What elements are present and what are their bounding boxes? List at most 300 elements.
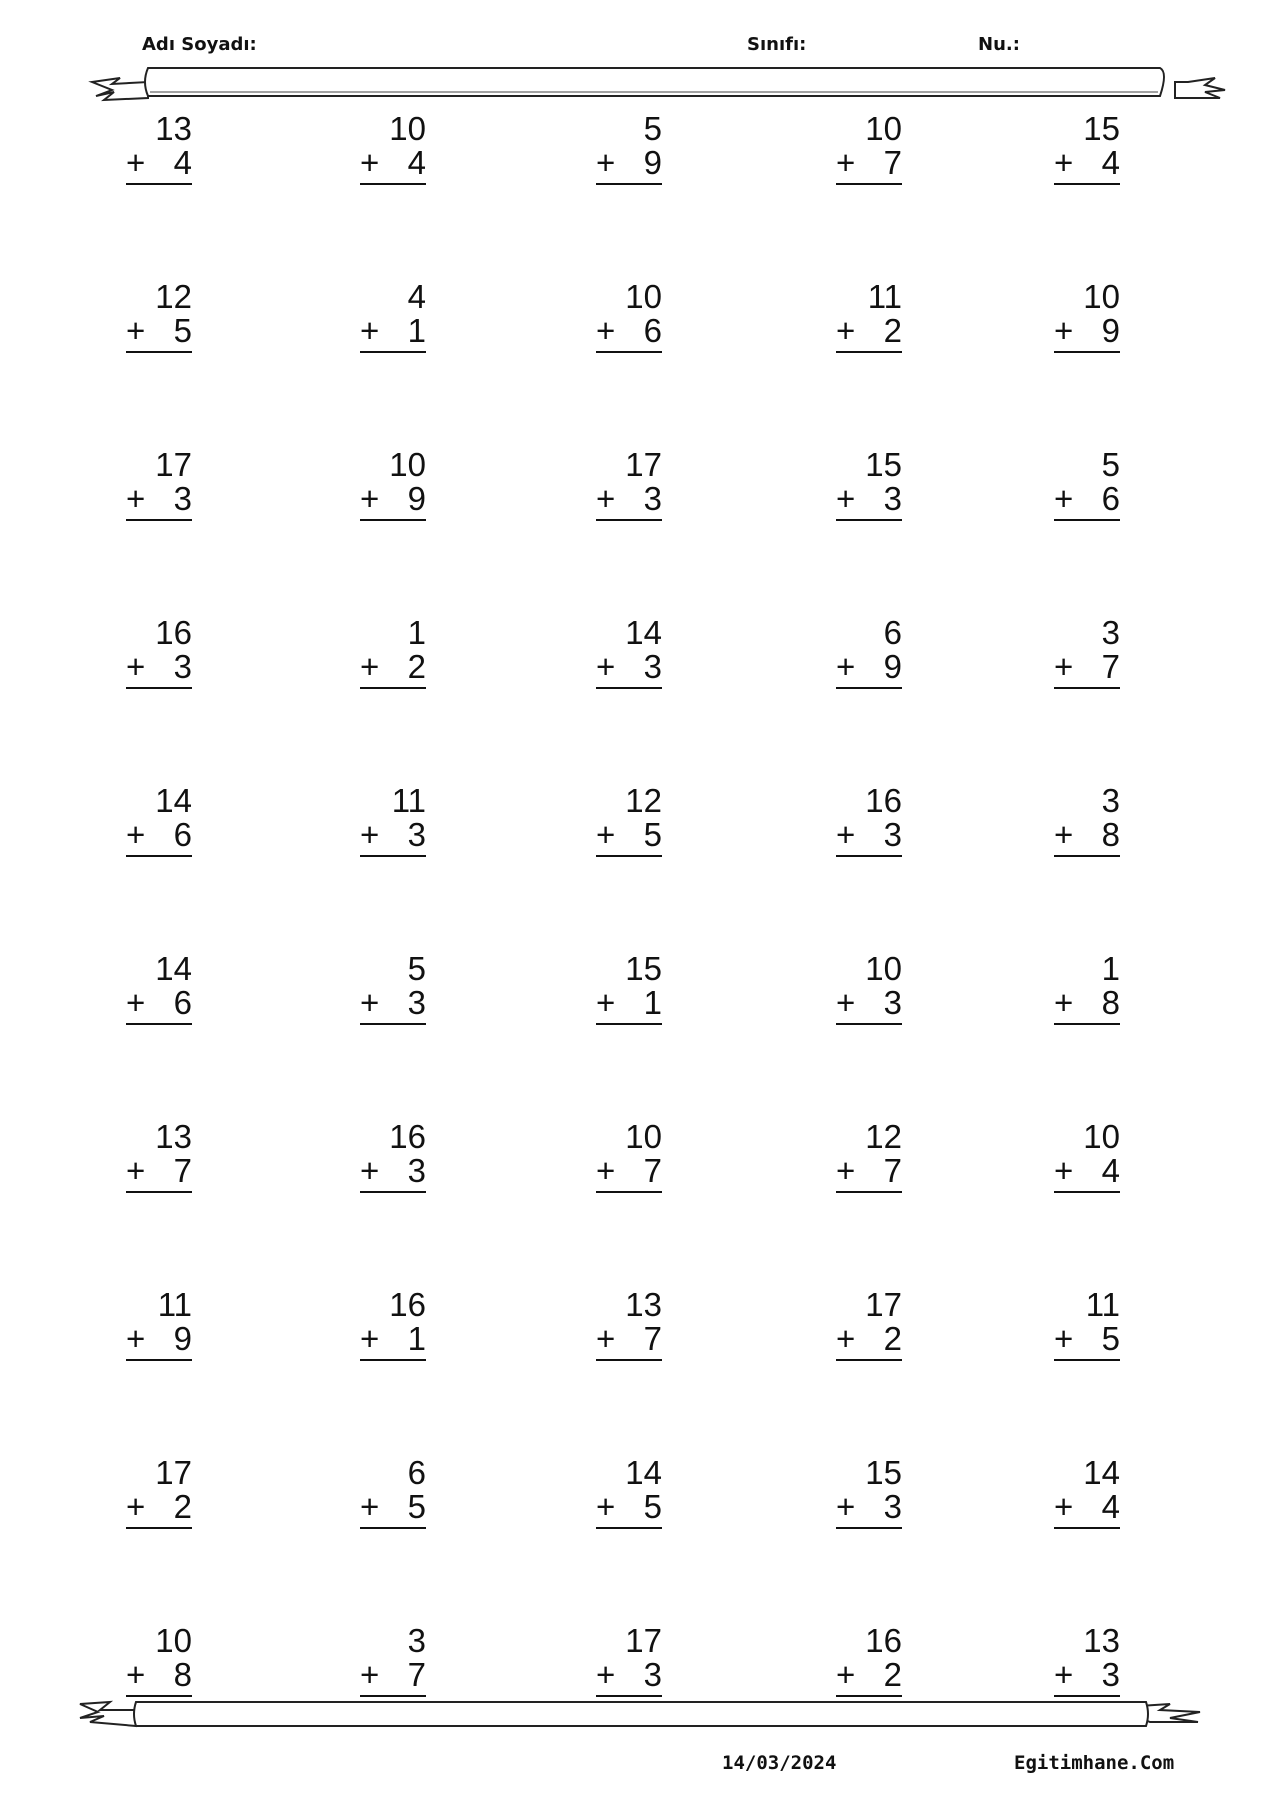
addend-bottom-row <box>812 650 902 684</box>
addend-top: 16 <box>865 1622 902 1659</box>
addend-bottom: 4 <box>1101 144 1120 181</box>
addition-problem <box>336 1456 426 1529</box>
addend-bottom: 3 <box>173 648 192 685</box>
addend-bottom: 9 <box>643 144 662 181</box>
addend-bottom: 7 <box>883 1152 902 1189</box>
addend-top: 10 <box>1083 278 1120 315</box>
addend-bottom: 9 <box>173 1320 192 1357</box>
addend-bottom: 7 <box>1101 648 1120 685</box>
addend-bottom-row <box>572 482 662 516</box>
plus-sign: + <box>1054 480 1074 517</box>
addend-bottom-row <box>1030 314 1120 348</box>
plus-sign: + <box>836 1152 856 1189</box>
plus-sign: + <box>836 648 856 685</box>
plus-sign: + <box>360 816 380 853</box>
addend-top: 15 <box>1083 110 1120 147</box>
addend-bottom-row <box>572 314 662 348</box>
addend-bottom-row <box>1030 1322 1120 1356</box>
addend-bottom-row <box>102 1658 192 1692</box>
addend-bottom: 3 <box>407 1152 426 1189</box>
addend-bottom-row <box>102 650 192 684</box>
plus-sign: + <box>596 1488 616 1525</box>
answer-line <box>360 183 426 185</box>
plus-sign: + <box>126 648 146 685</box>
number-label: Nu.: <box>978 34 1020 55</box>
plus-sign: + <box>1054 1488 1074 1525</box>
answer-line <box>836 519 902 521</box>
addition-problem <box>336 448 426 521</box>
addend-bottom-row <box>572 818 662 852</box>
addend-bottom-row <box>812 1322 902 1356</box>
addend-top: 16 <box>389 1286 426 1323</box>
addition-problem <box>1030 1288 1120 1361</box>
answer-line <box>360 1191 426 1193</box>
addend-bottom: 3 <box>883 480 902 517</box>
addend-top: 1 <box>1101 950 1120 987</box>
addition-problem <box>336 1624 426 1697</box>
plus-sign: + <box>596 144 616 181</box>
plus-sign: + <box>596 1656 616 1693</box>
addend-bottom-row <box>812 1154 902 1188</box>
answer-line <box>126 1023 192 1025</box>
addend-bottom: 9 <box>883 648 902 685</box>
addition-problem <box>812 112 902 185</box>
addend-bottom: 1 <box>407 1320 426 1357</box>
answer-line <box>126 687 192 689</box>
addend-bottom-row <box>812 1490 902 1524</box>
answer-line <box>596 1527 662 1529</box>
answer-line <box>1054 1527 1120 1529</box>
addend-top: 11 <box>157 1286 192 1323</box>
plus-sign: + <box>836 1488 856 1525</box>
plus-sign: + <box>360 984 380 1021</box>
addition-problem <box>812 1624 902 1697</box>
addend-bottom: 7 <box>643 1320 662 1357</box>
addend-bottom: 5 <box>643 1488 662 1525</box>
addend-top: 3 <box>1101 782 1120 819</box>
addend-top: 13 <box>155 110 192 147</box>
addend-bottom: 9 <box>407 480 426 517</box>
answer-line <box>360 855 426 857</box>
answer-line <box>836 351 902 353</box>
addend-bottom: 3 <box>1101 1656 1120 1693</box>
addition-problem <box>1030 280 1120 353</box>
addend-bottom: 2 <box>883 312 902 349</box>
plus-sign: + <box>126 1656 146 1693</box>
plus-sign: + <box>596 648 616 685</box>
plus-sign: + <box>126 1488 146 1525</box>
addition-problem <box>102 784 192 857</box>
addend-top: 13 <box>155 1118 192 1155</box>
addend-bottom: 7 <box>643 1152 662 1189</box>
addition-problem <box>812 280 902 353</box>
addition-problem <box>572 952 662 1025</box>
addend-bottom: 2 <box>883 1320 902 1357</box>
answer-line <box>360 519 426 521</box>
name-label: Adı Soyadı: <box>142 34 257 55</box>
addition-problem <box>572 1120 662 1193</box>
addend-bottom-row <box>572 1658 662 1692</box>
answer-line <box>596 183 662 185</box>
answer-line <box>360 351 426 353</box>
addend-bottom: 3 <box>883 984 902 1021</box>
addend-bottom: 2 <box>173 1488 192 1525</box>
addend-bottom: 4 <box>407 144 426 181</box>
footer-site: Egitimhane.Com <box>1014 1752 1175 1774</box>
addend-bottom: 6 <box>173 816 192 853</box>
plus-sign: + <box>360 312 380 349</box>
addend-top: 14 <box>155 782 192 819</box>
answer-line <box>836 1191 902 1193</box>
answer-line <box>126 183 192 185</box>
addend-bottom: 9 <box>1101 312 1120 349</box>
addend-bottom-row <box>336 818 426 852</box>
addend-bottom-row <box>1030 482 1120 516</box>
answer-line <box>836 855 902 857</box>
addend-bottom: 6 <box>1101 480 1120 517</box>
addition-problem <box>102 448 192 521</box>
addition-problem <box>102 616 192 689</box>
addition-problem <box>1030 784 1120 857</box>
addend-bottom-row <box>102 1490 192 1524</box>
addend-bottom: 7 <box>883 144 902 181</box>
addend-bottom: 8 <box>173 1656 192 1693</box>
addition-problem <box>1030 448 1120 521</box>
answer-line <box>596 519 662 521</box>
addition-problem <box>572 448 662 521</box>
answer-line <box>360 1023 426 1025</box>
addend-top: 12 <box>625 782 662 819</box>
answer-line <box>836 1527 902 1529</box>
addend-bottom-row <box>102 146 192 180</box>
addend-bottom: 2 <box>407 648 426 685</box>
bottom-ribbon-banner <box>0 1692 1280 1742</box>
addend-bottom: 4 <box>1101 1152 1120 1189</box>
addition-problem <box>572 112 662 185</box>
plus-sign: + <box>360 1488 380 1525</box>
addition-problem <box>1030 952 1120 1025</box>
addend-bottom-row <box>1030 1154 1120 1188</box>
addend-top: 13 <box>1083 1622 1120 1659</box>
plus-sign: + <box>1054 144 1074 181</box>
addend-bottom-row <box>812 986 902 1020</box>
plus-sign: + <box>126 1320 146 1357</box>
addend-bottom-row <box>1030 146 1120 180</box>
addend-bottom: 8 <box>1101 984 1120 1021</box>
addend-top: 17 <box>155 446 192 483</box>
addend-bottom-row <box>572 986 662 1020</box>
addend-bottom: 3 <box>643 648 662 685</box>
addend-top: 16 <box>865 782 902 819</box>
answer-line <box>836 687 902 689</box>
answer-line <box>596 1359 662 1361</box>
plus-sign: + <box>836 312 856 349</box>
addend-bottom: 3 <box>643 480 662 517</box>
addend-bottom: 4 <box>173 144 192 181</box>
plus-sign: + <box>1054 1320 1074 1357</box>
addend-bottom-row <box>812 146 902 180</box>
plus-sign: + <box>360 1656 380 1693</box>
addend-bottom-row <box>336 314 426 348</box>
addend-top: 11 <box>1085 1286 1120 1323</box>
addition-problem <box>102 952 192 1025</box>
addition-problem <box>336 1288 426 1361</box>
answer-line <box>836 183 902 185</box>
answer-line <box>836 1023 902 1025</box>
addend-bottom-row <box>572 146 662 180</box>
addition-problem <box>1030 1456 1120 1529</box>
addend-top: 11 <box>867 278 902 315</box>
addition-problem <box>572 1624 662 1697</box>
answer-line <box>596 1023 662 1025</box>
plus-sign: + <box>1054 648 1074 685</box>
plus-sign: + <box>360 1152 380 1189</box>
addend-top: 10 <box>389 110 426 147</box>
answer-line <box>1054 1359 1120 1361</box>
answer-line <box>360 687 426 689</box>
addend-bottom-row <box>336 1322 426 1356</box>
addend-bottom-row <box>336 986 426 1020</box>
addend-bottom: 5 <box>407 1488 426 1525</box>
addend-bottom: 3 <box>173 480 192 517</box>
addend-top: 6 <box>883 614 902 651</box>
plus-sign: + <box>1054 816 1074 853</box>
answer-line <box>1054 351 1120 353</box>
answer-line <box>596 855 662 857</box>
addition-problem <box>572 1456 662 1529</box>
addend-bottom-row <box>572 650 662 684</box>
plus-sign: + <box>126 312 146 349</box>
plus-sign: + <box>360 144 380 181</box>
addend-bottom-row <box>572 1490 662 1524</box>
answer-line <box>596 687 662 689</box>
plus-sign: + <box>1054 1152 1074 1189</box>
addition-problem <box>336 784 426 857</box>
answer-line <box>126 351 192 353</box>
plus-sign: + <box>596 1320 616 1357</box>
addition-problem <box>336 616 426 689</box>
addition-problem <box>812 952 902 1025</box>
addend-top: 15 <box>865 446 902 483</box>
addend-bottom: 2 <box>883 1656 902 1693</box>
addend-bottom-row <box>102 1322 192 1356</box>
addition-problem <box>1030 1624 1120 1697</box>
addend-top: 10 <box>865 950 902 987</box>
plus-sign: + <box>126 144 146 181</box>
addition-problem <box>812 1456 902 1529</box>
plus-sign: + <box>836 984 856 1021</box>
plus-sign: + <box>126 480 146 517</box>
addend-bottom: 3 <box>883 816 902 853</box>
addend-bottom: 3 <box>883 1488 902 1525</box>
plus-sign: + <box>360 648 380 685</box>
addend-bottom: 1 <box>407 312 426 349</box>
addend-top: 17 <box>625 446 662 483</box>
addition-problem <box>102 1120 192 1193</box>
answer-line <box>126 1191 192 1193</box>
addend-top: 10 <box>155 1622 192 1659</box>
addend-top: 14 <box>1083 1454 1120 1491</box>
addend-top: 14 <box>625 1454 662 1491</box>
addend-top: 17 <box>155 1454 192 1491</box>
addend-bottom-row <box>812 818 902 852</box>
addend-bottom-row <box>812 1658 902 1692</box>
addition-problem <box>102 1456 192 1529</box>
addition-problem <box>102 1624 192 1697</box>
addend-top: 16 <box>155 614 192 651</box>
addend-top: 3 <box>407 1622 426 1659</box>
plus-sign: + <box>836 816 856 853</box>
addend-bottom-row <box>1030 1490 1120 1524</box>
addition-problem <box>572 784 662 857</box>
addend-bottom-row <box>102 314 192 348</box>
plus-sign: + <box>360 480 380 517</box>
addend-bottom-row <box>1030 650 1120 684</box>
answer-line <box>360 1527 426 1529</box>
addend-top: 10 <box>625 278 662 315</box>
addend-top: 3 <box>1101 614 1120 651</box>
addend-bottom: 3 <box>643 1656 662 1693</box>
addend-bottom-row <box>812 314 902 348</box>
addend-bottom: 5 <box>643 816 662 853</box>
addend-bottom-row <box>1030 986 1120 1020</box>
addition-problem <box>102 112 192 185</box>
addend-top: 17 <box>865 1286 902 1323</box>
addition-problem <box>1030 1120 1120 1193</box>
addend-top: 1 <box>407 614 426 651</box>
addend-top: 16 <box>389 1118 426 1155</box>
addend-top: 10 <box>1083 1118 1120 1155</box>
addend-bottom-row <box>102 482 192 516</box>
answer-line <box>360 1359 426 1361</box>
addend-bottom: 6 <box>173 984 192 1021</box>
addition-problem <box>102 280 192 353</box>
answer-line <box>1054 1191 1120 1193</box>
answer-line <box>126 1359 192 1361</box>
addend-top: 14 <box>155 950 192 987</box>
addend-bottom-row <box>1030 818 1120 852</box>
plus-sign: + <box>836 1656 856 1693</box>
answer-line <box>596 351 662 353</box>
plus-sign: + <box>360 1320 380 1357</box>
addition-problem <box>336 112 426 185</box>
addend-bottom-row <box>336 650 426 684</box>
addend-top: 15 <box>865 1454 902 1491</box>
addend-top: 14 <box>625 614 662 651</box>
addend-bottom: 5 <box>173 312 192 349</box>
answer-line <box>596 1191 662 1193</box>
plus-sign: + <box>596 312 616 349</box>
addend-bottom: 7 <box>407 1656 426 1693</box>
addend-bottom-row <box>336 482 426 516</box>
addend-bottom: 4 <box>1101 1488 1120 1525</box>
addend-bottom-row <box>102 986 192 1020</box>
plus-sign: + <box>596 1152 616 1189</box>
addend-top: 10 <box>865 110 902 147</box>
footer-date: 14/03/2024 <box>722 1752 837 1774</box>
addend-bottom-row <box>336 1658 426 1692</box>
answer-line <box>1054 183 1120 185</box>
addend-bottom: 8 <box>1101 816 1120 853</box>
addend-bottom-row <box>572 1154 662 1188</box>
addend-bottom-row <box>1030 1658 1120 1692</box>
addition-problem <box>572 1288 662 1361</box>
addend-bottom-row <box>102 1154 192 1188</box>
plus-sign: + <box>836 144 856 181</box>
addend-top: 11 <box>391 782 426 819</box>
addition-problem <box>1030 112 1120 185</box>
addend-bottom: 7 <box>173 1152 192 1189</box>
answer-line <box>1054 855 1120 857</box>
plus-sign: + <box>836 480 856 517</box>
plus-sign: + <box>836 1320 856 1357</box>
addend-bottom-row <box>572 1322 662 1356</box>
addend-top: 5 <box>643 110 662 147</box>
addend-top: 6 <box>407 1454 426 1491</box>
addition-problem <box>812 1120 902 1193</box>
addition-problem <box>812 1288 902 1361</box>
addition-problem <box>336 280 426 353</box>
addend-top: 17 <box>625 1622 662 1659</box>
answer-line <box>1054 687 1120 689</box>
addend-bottom: 3 <box>407 816 426 853</box>
addend-bottom: 3 <box>407 984 426 1021</box>
addend-top: 10 <box>625 1118 662 1155</box>
addition-problem <box>1030 616 1120 689</box>
plus-sign: + <box>1054 1656 1074 1693</box>
addition-problem <box>812 448 902 521</box>
addition-problem <box>336 1120 426 1193</box>
addend-top: 13 <box>625 1286 662 1323</box>
addend-top: 10 <box>389 446 426 483</box>
answer-line <box>836 1359 902 1361</box>
addend-bottom-row <box>336 1154 426 1188</box>
addend-top: 4 <box>407 278 426 315</box>
addition-problem <box>336 952 426 1025</box>
plus-sign: + <box>1054 984 1074 1021</box>
plus-sign: + <box>126 816 146 853</box>
addend-bottom-row <box>336 1490 426 1524</box>
addend-bottom: 5 <box>1101 1320 1120 1357</box>
answer-line <box>126 1527 192 1529</box>
answer-line <box>1054 519 1120 521</box>
addend-top: 12 <box>155 278 192 315</box>
answer-line <box>126 519 192 521</box>
addend-top: 15 <box>625 950 662 987</box>
addition-problem <box>812 616 902 689</box>
addend-bottom-row <box>336 146 426 180</box>
answer-line <box>1054 1023 1120 1025</box>
class-label: Sınıfı: <box>747 34 807 55</box>
plus-sign: + <box>126 1152 146 1189</box>
addend-bottom: 1 <box>643 984 662 1021</box>
plus-sign: + <box>126 984 146 1021</box>
addend-bottom-row <box>102 818 192 852</box>
addend-bottom-row <box>812 482 902 516</box>
plus-sign: + <box>596 816 616 853</box>
addend-top: 5 <box>407 950 426 987</box>
plus-sign: + <box>1054 312 1074 349</box>
plus-sign: + <box>596 984 616 1021</box>
plus-sign: + <box>596 480 616 517</box>
addition-problem <box>572 616 662 689</box>
addition-problem <box>812 784 902 857</box>
addition-problem <box>572 280 662 353</box>
addend-bottom: 6 <box>643 312 662 349</box>
addend-top: 5 <box>1101 446 1120 483</box>
answer-line <box>126 855 192 857</box>
addend-top: 12 <box>865 1118 902 1155</box>
